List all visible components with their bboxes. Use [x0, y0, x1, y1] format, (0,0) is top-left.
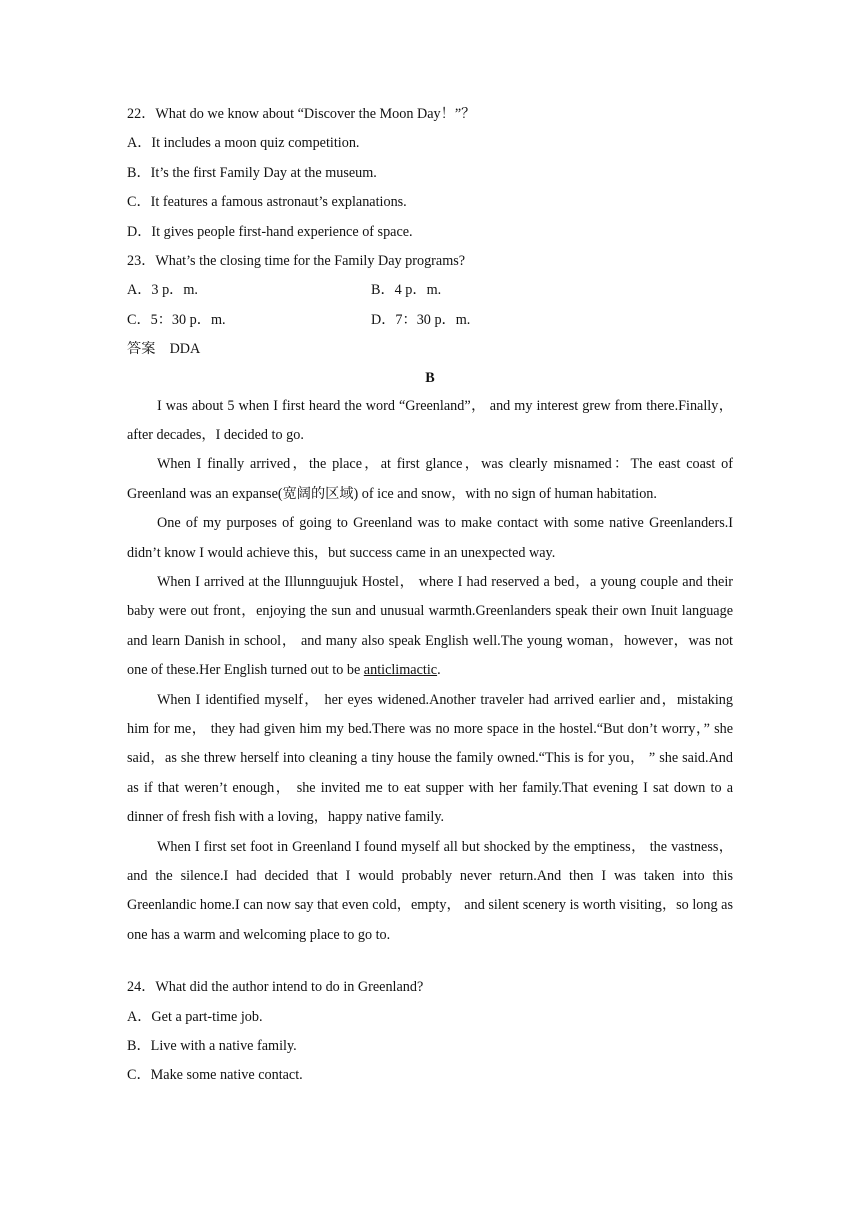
underlined-word: anticlimactic: [363, 662, 438, 679]
question-23-option-c: C．5：30 p．m.: [127, 311, 226, 328]
question-24-option-c: C．Make some native contact.: [127, 1067, 303, 1084]
question-23-option-a: A．3 p．m.: [127, 282, 198, 299]
question-24-stem: 24．What did the author intend to do in Greenland?: [127, 979, 424, 996]
question-24-option-a: A．Get a part-time job.: [127, 1008, 263, 1025]
question-23-options-row-1: [127, 276, 733, 305]
spacer: [127, 950, 733, 973]
answer-key: 答案 DDA: [127, 341, 201, 358]
passage-paragraph-1: I was about 5 when I first heard the word “Greenland”， and my interest grew from there.Finally，after decades，I decided to go.: [127, 397, 733, 443]
passage-paragraph-3: One of my purposes of going to Greenland was to make contact with some native Greenlanders.I didn’t know I would achieve this，but success came in an unexpected way.: [127, 515, 733, 561]
passage-paragraph-5: When I identified myself， her eyes widened.Another traveler had arrived earlier and，mistaking him for me， they had given him my bed.There was no more space in the hostel.“But don’t worry，” she said，as she threw herself into cleaning a tiny house the family owned.“This is for you， ” she said.And as if that weren’t enough， she invited me to eat supper with her family.That evening I sat down to a dinner of fresh fish with a loving，happy native family.: [127, 691, 733, 826]
document-page: [127, 100, 733, 1091]
paragraph-4-end: .: [437, 662, 441, 679]
question-23-option-d: D．7：30 p．m.: [371, 311, 471, 328]
question-23-stem: 23．What’s the closing time for the Family Day programs?: [127, 252, 466, 269]
question-22-option-b: B．It’s the first Family Day at the museum.: [127, 164, 377, 181]
passage-paragraph-4: [127, 568, 733, 686]
passage-paragraph-2: When I finally arrived，the place，at first glance，was clearly misnamed：The east coast of Greenland was an expanse(宽阔的区域) of ice and snow，with no sign of human habitation.: [127, 456, 733, 502]
paragraph-4-text: When I arrived at the Illunnguujuk Hostel， where I had reserved a bed，a young couple and their baby were out front，enjoying the sun and unusual warmth.Greenlanders speak their own Inuit language and learn Danish in school， and many also speak English well.The young woman，however，was not one of these.Her English turned out to be: [127, 573, 733, 679]
question-22-option-a: A．It includes a moon quiz competition.: [127, 135, 360, 152]
question-22-option-c: C．It features a famous astronaut’s explanations.: [127, 194, 407, 211]
section-title: B: [425, 369, 435, 386]
question-23-options-row-2: [127, 306, 733, 335]
passage-paragraph-6: When I first set foot in Greenland I found myself all but shocked by the emptiness， the vastness，and the silence.I had decided that I would probably never return.And then I was taken into this Greenlandic home.I can now say that even cold，empty， and silent scenery is worth visiting，so long as one has a warm and welcoming place to go to.: [127, 838, 733, 943]
question-22-option-d: D．It gives people first-hand experience of space.: [127, 223, 413, 240]
question-24-option-b: B．Live with a native family.: [127, 1038, 297, 1055]
question-23-option-b: B．4 p．m.: [371, 282, 442, 299]
question-22-stem: 22．What do we know about “Discover the Moon Day！”？: [127, 106, 476, 122]
